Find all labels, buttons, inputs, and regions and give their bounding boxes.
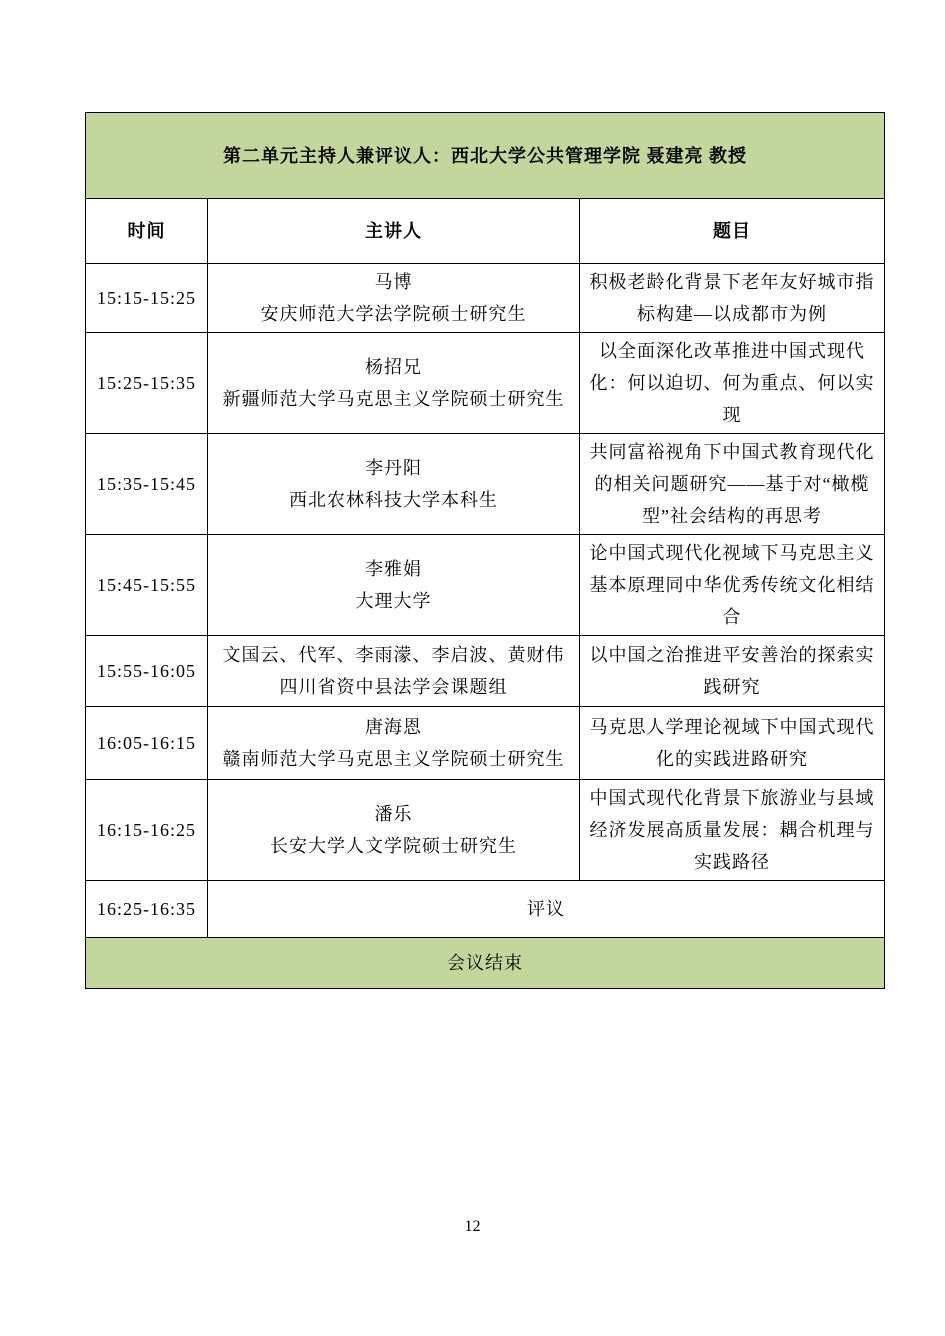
speaker-name: 文国云、代军、李雨濛、李启波、黄财伟 [222,645,565,665]
table-row [86,535,885,636]
table-row [86,333,885,434]
time-cell: 15:25-15:35 [86,333,208,434]
table-row [86,780,885,881]
speaker-affiliation: 四川省资中县法学会课题组 [279,677,508,697]
speaker-affiliation: 西北农林科技大学本科生 [289,490,498,510]
col-header-time: 时间 [86,199,208,264]
speaker-cell [208,264,580,333]
speaker-name: 李雅娟 [365,559,422,579]
schedule-table [85,112,885,989]
speaker-cell [208,707,580,780]
speaker-affiliation: 安庆师范大学法学院硕士研究生 [260,304,527,324]
speaker-cell [208,434,580,535]
time-cell: 15:45-15:55 [86,535,208,636]
topic-cell: 共同富裕视角下中国式教育现代化的相关问题研究——基于对“橄榄型”社会结构的再思考 [580,434,885,535]
time-cell: 15:35-15:45 [86,434,208,535]
speaker-cell [208,780,580,881]
table-row [86,707,885,780]
speaker-cell [208,535,580,636]
meeting-end-label: 会议结束 [86,938,885,989]
speaker-cell [208,333,580,434]
topic-cell: 以全面深化改革推进中国式现代化：何以迫切、何为重点、何以实现 [580,333,885,434]
page-number: 12 [464,1218,481,1235]
topic-cell: 中国式现代化背景下旅游业与县域经济发展高质量发展：耦合机理与实践路径 [580,780,885,881]
col-header-speaker: 主讲人 [208,199,580,264]
time-cell: 15:55-16:05 [86,636,208,707]
speaker-name: 杨招兄 [365,357,422,377]
time-cell: 16:05-16:15 [86,707,208,780]
column-header-row [86,199,885,264]
time-cell: 16:15-16:25 [86,780,208,881]
topic-cell: 以中国之治推进平安善治的探索实践研究 [580,636,885,707]
speaker-affiliation: 长安大学人文学院硕士研究生 [270,836,517,856]
speaker-name: 唐海恩 [365,717,422,737]
topic-cell: 马克思人学理论视域下中国式现代化的实践进路研究 [580,707,885,780]
speaker-cell [208,636,580,707]
topic-cell: 论中国式现代化视域下马克思主义基本原理同中华优秀传统文化相结合 [580,535,885,636]
session-header: 第二单元主持人兼评议人：西北大学公共管理学院 聂建亮 教授 [86,113,885,199]
table-row [86,264,885,333]
meeting-end-row [86,938,885,989]
speaker-name: 李丹阳 [365,458,422,478]
speaker-affiliation: 新疆师范大学马克思主义学院硕士研究生 [222,389,565,409]
session-header-row [86,113,885,199]
speaker-affiliation: 赣南师范大学马克思主义学院硕士研究生 [222,749,565,769]
time-cell: 15:15-15:25 [86,264,208,333]
topic-cell: 积极老龄化背景下老年友好城市指标构建—以成都市为例 [580,264,885,333]
col-header-topic: 题目 [580,199,885,264]
review-row [86,881,885,938]
time-cell: 16:25-16:35 [86,881,208,938]
table-row [86,636,885,707]
speaker-affiliation: 大理大学 [355,591,432,611]
speaker-name: 潘乐 [374,804,413,824]
speaker-name: 马博 [374,272,413,292]
review-label: 评议 [208,881,885,938]
table-row [86,434,885,535]
